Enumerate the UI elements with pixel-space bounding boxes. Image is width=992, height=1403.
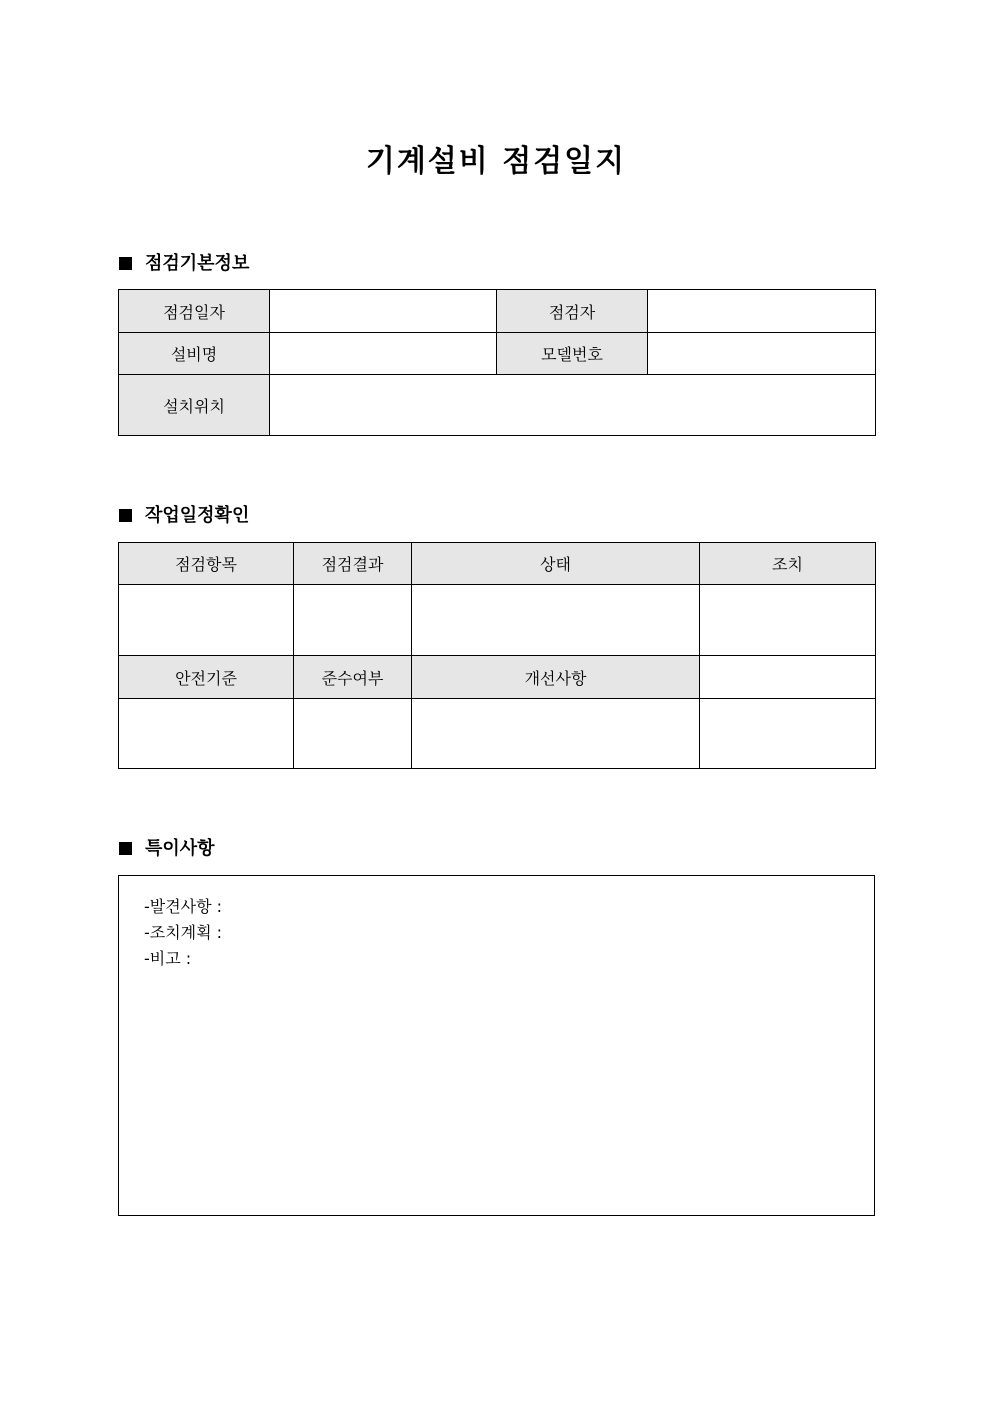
section-heading-label: 특이사항	[145, 838, 215, 859]
action-field[interactable]	[700, 585, 876, 656]
table-row	[119, 333, 876, 375]
remarks-textarea[interactable]	[118, 875, 875, 1216]
work-schedule-table	[118, 542, 876, 769]
basic-info-table	[118, 289, 876, 436]
remarks-action-plan-line: -조치계획 :	[144, 923, 223, 942]
section-heading-basic-info	[119, 251, 249, 277]
remarks-findings-line: -발견사항 :	[144, 897, 223, 916]
equipment-name-label: 설비명	[119, 333, 270, 375]
table-row	[119, 290, 876, 333]
compliance-header: 준수여부	[294, 656, 412, 699]
section-heading-remarks	[119, 836, 215, 862]
remarks-notes-line: -비고 :	[144, 949, 192, 968]
model-number-label: 모델번호	[497, 333, 648, 375]
status-field[interactable]	[412, 585, 700, 656]
safety-standard-field[interactable]	[119, 699, 294, 769]
improvement-header: 개선사항	[412, 656, 700, 699]
square-bullet-icon	[119, 509, 132, 522]
install-location-field[interactable]	[270, 375, 876, 436]
compliance-field[interactable]	[294, 699, 412, 769]
status-header: 상태	[412, 543, 700, 585]
safety-standard-header: 안전기준	[119, 656, 294, 699]
equipment-name-field[interactable]	[270, 333, 497, 375]
section-heading-label: 작업일정확인	[145, 505, 250, 526]
table-row	[119, 656, 876, 699]
inspection-item-header: 점검항목	[119, 543, 294, 585]
action-header: 조치	[700, 543, 876, 585]
square-bullet-icon	[119, 842, 132, 855]
blank-cell[interactable]	[700, 656, 876, 699]
inspector-field[interactable]	[648, 290, 876, 333]
table-row	[119, 543, 876, 585]
table-row	[119, 585, 876, 656]
inspection-item-field[interactable]	[119, 585, 294, 656]
install-location-label: 설치위치	[119, 375, 270, 436]
model-number-field[interactable]	[648, 333, 876, 375]
extra-field[interactable]	[700, 699, 876, 769]
section-heading-work-schedule	[119, 503, 249, 529]
inspection-date-field[interactable]	[270, 290, 497, 333]
document-title: 기계설비 점검일지	[365, 144, 627, 179]
inspection-result-field[interactable]	[294, 585, 412, 656]
inspection-date-label: 점검일자	[119, 290, 270, 333]
inspector-label: 점검자	[497, 290, 648, 333]
square-bullet-icon	[119, 257, 132, 270]
section-heading-label: 점검기본정보	[145, 253, 250, 274]
inspection-result-header: 점검결과	[294, 543, 412, 585]
improvement-field[interactable]	[412, 699, 700, 769]
table-row	[119, 699, 876, 769]
table-row	[119, 375, 876, 436]
